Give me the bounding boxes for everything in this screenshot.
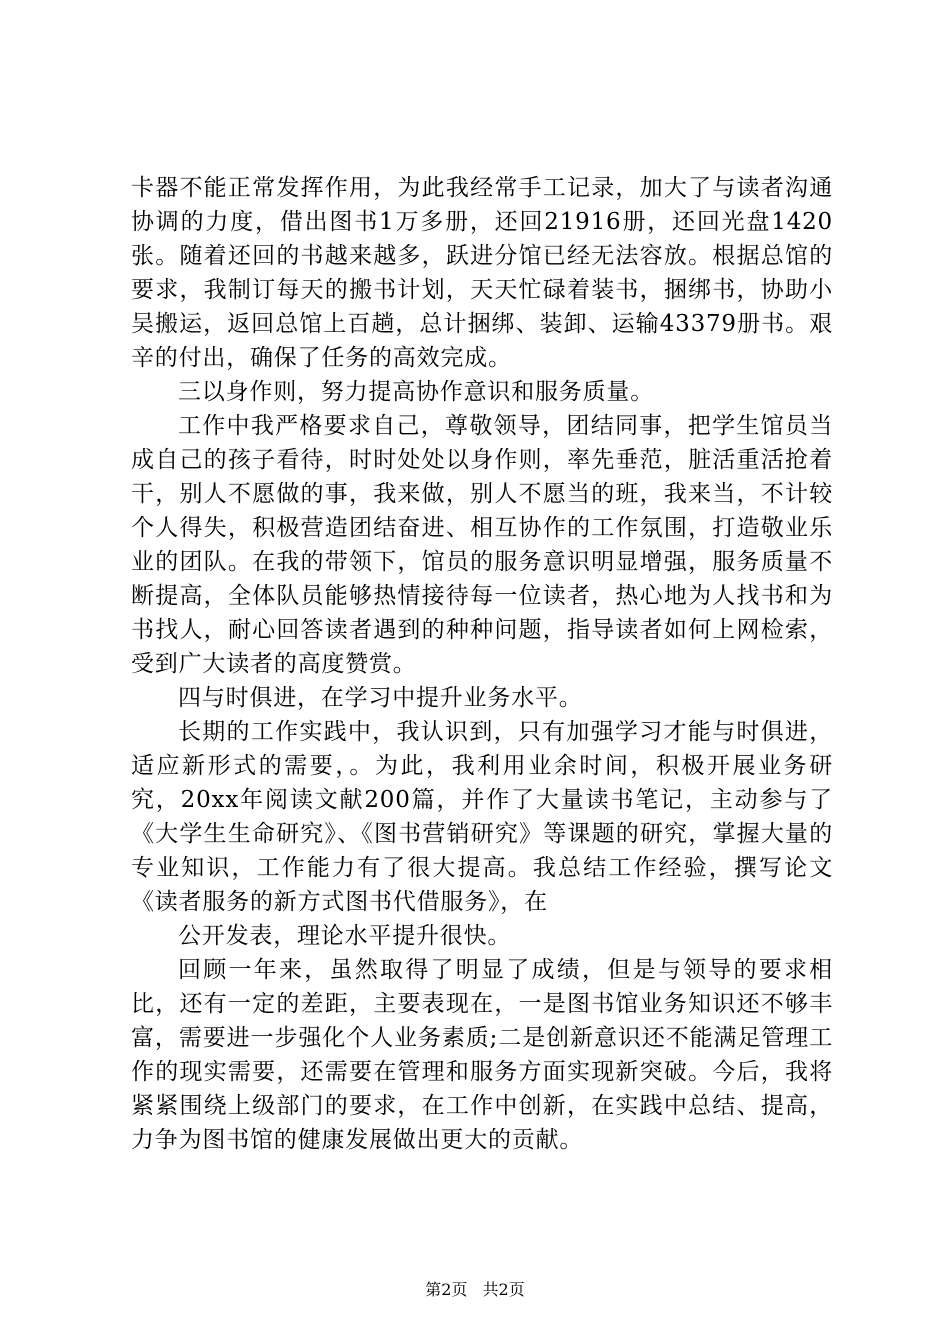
paragraph-continuation: 卡器不能正常发挥作用，为此我经常手工记录，加大了与读者沟通协调的力度，借出图书1万多册，还回21916册，还回光盘1420张。随着还回的书越来越多，跃进分馆已经无法容放。根据总馆的要求，我制订每天的搬书计划，天天忙碌着装书，捆绑书，协助小吴搬运，返回总馆上百趟，总计捆绑、装卸、运输43379册书。艰辛的付出，确保了任务的高效完成。 — [131, 175, 833, 371]
page-total: 共2页 — [482, 1280, 525, 1299]
paragraph-teamwork: 工作中我严格要求自己，尊敬领导，团结同事，把学生馆员当成自己的孩子看待，时时处处以身作则，率先垂范，脏活重活抢着干，别人不愿做的事，我来做，别人不愿当的班，我来当，不计较个人得失，积极营造团结奋进、相互协作的工作氛围，打造敬业乐业的团队。在我的带领下，馆员的服务意识明显增强，服务质量不断提高，全体队员能够热情接待每一位读者，热心地为人找书和为书找人，耐心回答读者遇到的种种问题，指导读者如何上网检索，受到广大读者的高度赞赏。 — [131, 413, 833, 677]
paragraph-study: 长期的工作实践中，我认识到，只有加强学习才能与时俱进，适应新形式的需要，。为此，我利用业余时间，积极开展业务研究，20xx年阅读文献200篇，并作了大量读书笔记，主动参与了《大学生生命研究》、《图书营销研究》等课题的研究，掌握大量的专业知识，工作能力有了很大提高。我总结工作经验，撰写论文《读者服务的新方式图书代借服务》，在 — [131, 719, 833, 915]
paragraph-review: 回顾一年来，虽然取得了明显了成绩，但是与领导的要求相比，还有一定的差距，主要表现在，一是图书馆业务知识还不够丰富，需要进一步强化个人业务素质;二是创新意识还不能满足管理工作的现实需要，还需要在管理和服务方面实现新突破。今后，我将紧紧围绕上级部门的要求，在工作中创新，在实践中总结、提高，力争为图书馆的健康发展做出更大的贡献。 — [131, 957, 833, 1153]
page-number: 第2页 — [425, 1280, 468, 1299]
section-heading-3: 三以身作则，努力提高协作意识和服务质量。 — [178, 379, 654, 405]
document-body — [131, 171, 833, 1157]
paragraph-publication: 公开发表，理论水平提升很快。 — [178, 923, 512, 949]
page-footer — [0, 1280, 950, 1300]
section-heading-4: 四与时俱进，在学习中提升业务水平。 — [178, 685, 583, 711]
